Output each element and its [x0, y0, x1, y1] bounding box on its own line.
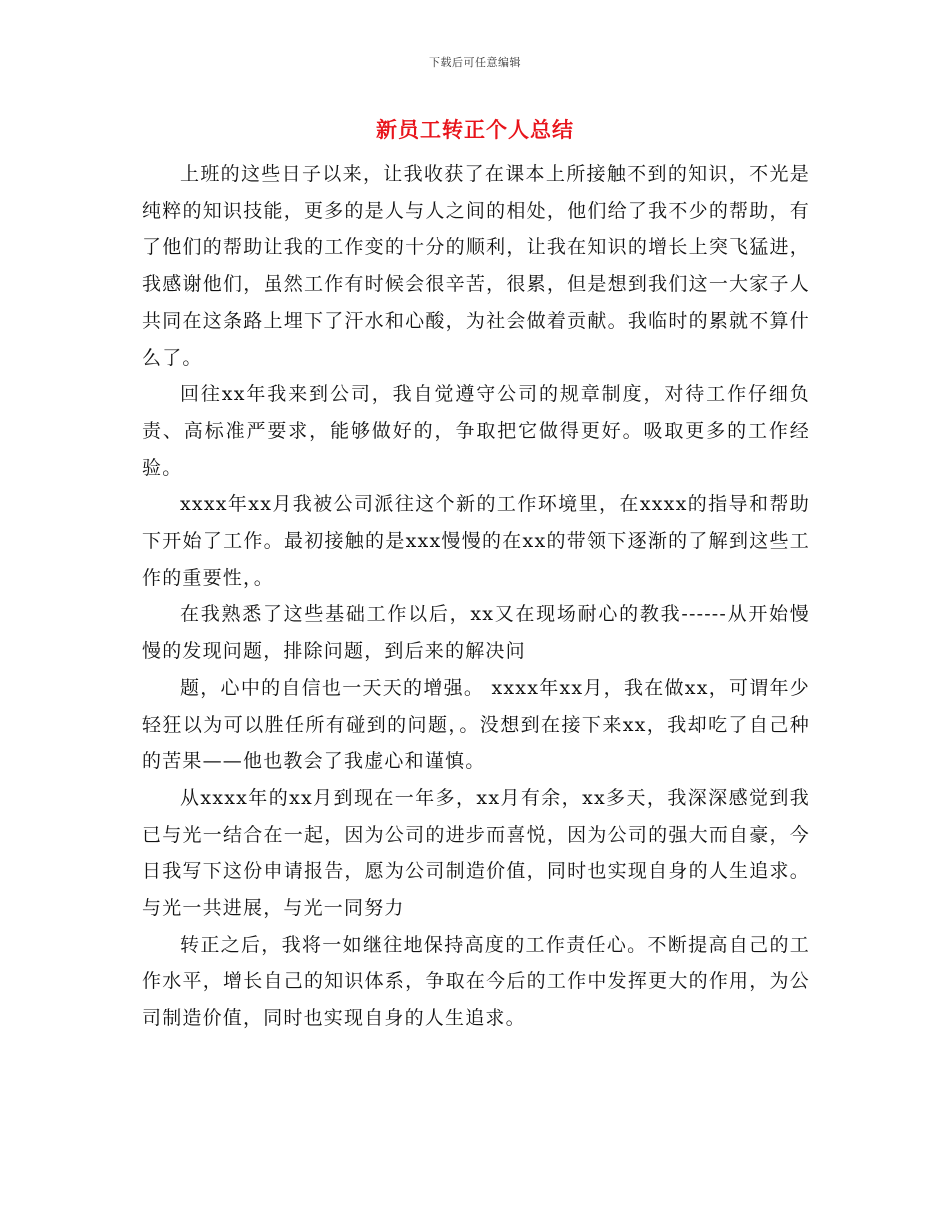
document-title: 新员工转正个人总结 [376, 117, 574, 142]
paragraph: 转正之后，我将一如继往地保持高度的工作责任心。不断提高自己的工作水平，增长自己的知识体系，争取在今后的工作中发挥更大的作用，为公司制造价值，同时也实现自身的人生追求。 [142, 933, 810, 1030]
paragraph: 从xxxx年的xx月到现在一年多，xx月有余，xx多天，我深深感觉到我已与光一结合在一起，因为公司的进步而喜悦，因为公司的强大而自豪，今日我写下这份申请报告，愿为公司制造价值，同时也实现自身的人生追求。与光一共进展，与光一同努力 [142, 786, 810, 920]
paragraph: 在我熟悉了这些基础工作以后，xx又在现场耐心的教我------从开始慢慢的发现问题，排除问题，到后来的解决问 [142, 603, 810, 663]
paragraph: 题，心中的自信也一天天的增强。 xxxx年xx月，我在做xx，可谓年少轻狂以为可以胜任所有碰到的问题，。没想到在接下来xx，我却吃了自己种的苦果——他也教会了我虚心和谨慎。 [142, 676, 810, 773]
paragraph: 上班的这些日子以来，让我收获了在课本上所接触不到的知识，不光是纯粹的知识技能，更多的是人与人之间的相处，他们给了我不少的帮助，有了他们的帮助让我的工作变的十分的顺利，让我在知识的增长上突飞猛进，我感谢他们，虽然工作有时候会很辛苦，很累，但是想到我们这一大家子人共同在这条路上埋下了汗水和心酸，为社会做着贡献。我临时的累就不算什么了。 [142, 163, 810, 369]
header-note: 下载后可任意编辑 [429, 56, 521, 69]
paragraph: 回往xx年我来到公司，我自觉遵守公司的规章制度，对待工作仔细负责、高标准严要求，能够做好的，争取把它做得更好。吸取更多的工作经验。 [142, 383, 810, 479]
paragraph: xxxx年xx月我被公司派往这个新的工作环境里，在xxxx的指导和帮助下开始了工作。最初接触的是xxx慢慢的在xx的带领下逐渐的了解到这些工作的重要性，。 [142, 493, 810, 589]
document-body [142, 156, 810, 1037]
